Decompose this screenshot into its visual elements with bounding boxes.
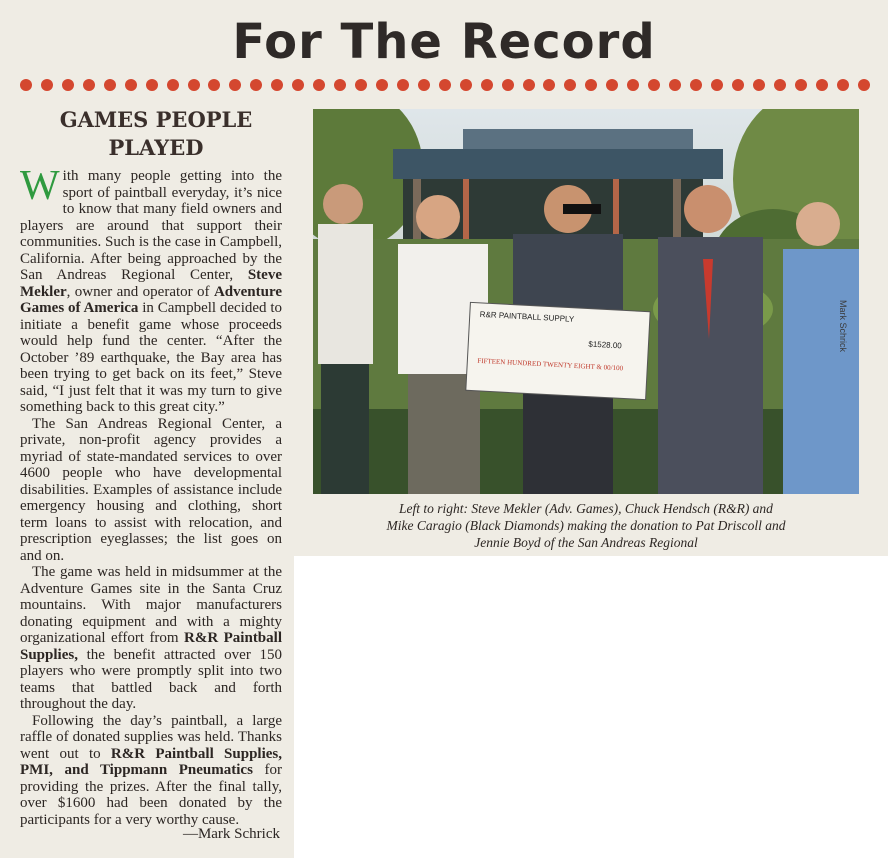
photo-illustration	[313, 109, 859, 494]
body-text: The game was held in midsummer at the Adventure Games site in the Santa Cruz mountains. With major manufacturers donating equipment and with a mighty organizational effort from	[20, 564, 282, 646]
divider-dot	[125, 79, 137, 91]
divider-dot	[397, 79, 409, 91]
headline-line-1: GAMES PEOPLE	[59, 107, 253, 132]
body-text: , owner and operator of	[66, 283, 214, 300]
divider-dot	[292, 79, 304, 91]
divider-dot	[41, 79, 53, 91]
divider-dot	[460, 79, 472, 91]
divider-dot	[711, 79, 723, 91]
bold-text: R&R Paintball Supplies,	[20, 630, 282, 663]
group-photo	[313, 109, 859, 494]
drop-cap: W	[20, 163, 60, 209]
divider-dot	[208, 79, 220, 91]
divider-dot	[606, 79, 618, 91]
paragraph-1	[20, 163, 282, 416]
body-text: the benefit attracted over 150 players who were promptly split into two teams that battled back and forth throughout the day.	[20, 646, 282, 712]
bold-text: Adventure Games of America	[20, 283, 282, 316]
paragraph-2	[20, 416, 282, 565]
body-text: ith many people getting into the sport of paintball everyday, it’s nice to know that many field owners and players are around that support their communities. Such is the case in Campbell, California. After being approached by the San Andreas Regional Center,	[20, 168, 282, 283]
blank-area	[294, 556, 888, 858]
divider-dot	[167, 79, 179, 91]
divider-dot	[837, 79, 849, 91]
body-text: Following the day’s paintball, a large raffle of donated supplies was held. Thanks went out to	[20, 712, 282, 762]
section-title: For The Record	[232, 14, 656, 70]
divider-dot	[188, 79, 200, 91]
divider-dot	[250, 79, 262, 91]
divider-dot	[20, 79, 32, 91]
divider-dot	[795, 79, 807, 91]
paragraph-3	[20, 564, 282, 713]
divider-dot	[481, 79, 493, 91]
divider-dot	[690, 79, 702, 91]
bold-text: Steve Mekler	[20, 267, 282, 300]
divider-dot	[104, 79, 116, 91]
body-text: for providing the prizes. After the final tally, over $1600 had been donated by the participants for a very worthy cause.	[20, 762, 282, 828]
divider-dot	[146, 79, 158, 91]
caption-line: Jennie Boyd of the San Andreas Regional	[474, 535, 698, 550]
author-signature: —Mark Schrick	[182, 826, 280, 842]
divider-dot	[271, 79, 283, 91]
divider-dot	[83, 79, 95, 91]
divider-dot	[585, 79, 597, 91]
article-headline	[20, 106, 292, 162]
divider-dot	[355, 79, 367, 91]
divider-dot	[627, 79, 639, 91]
divider-dot	[753, 79, 765, 91]
article-body	[20, 163, 282, 828]
divider-dot	[858, 79, 870, 91]
check-payee: R&R PAINTBALL SUPPLY	[479, 309, 575, 324]
divider-dot	[376, 79, 388, 91]
divider-dot	[732, 79, 744, 91]
caption-line: Left to right: Steve Mekler (Adv. Games), Chuck Hendsch (R&R) and	[399, 501, 773, 516]
caption-line: Mike Caragio (Black Diamonds) making the donation to Pat Driscoll and	[386, 518, 786, 533]
divider-dot	[669, 79, 681, 91]
headline-line-2: PLAYED	[108, 135, 204, 160]
photo-caption	[316, 500, 856, 551]
body-text: in Campbell decided to initiate a benefit game whose proceeds would help fund the center. “After the October ’89 earthquake, the Bay area has been trying to get back on its feet,” Steve said, “I just felt that it was my turn to give something back to this great city.”	[20, 300, 282, 415]
divider-dot	[648, 79, 660, 91]
bold-text: R&R Paintball Supplies, PMI, and Tippmann Pneumatics	[20, 745, 282, 778]
paragraph-4	[20, 713, 282, 829]
check-written-amount: FIFTEEN HUNDRED TWENTY EIGHT & 00/100	[477, 356, 624, 373]
divider-dot	[334, 79, 346, 91]
divider-dot	[774, 79, 786, 91]
divider-dot	[816, 79, 828, 91]
divider-dot	[313, 79, 325, 91]
divider-dot	[543, 79, 555, 91]
dotted-divider	[20, 79, 870, 91]
divider-dot	[523, 79, 535, 91]
body-text: The San Andreas Regional Center, a private, non-profit agency provides a myriad of state-mandated services to over 4600 people who have developmental disabilities. Examples of assistance include emergency housing and clothing, short term loans to assist with relocation, and prescription eyeglasses; the list goes on and on.	[20, 415, 282, 564]
divider-dot	[502, 79, 514, 91]
photo-credit: Mark Schrick	[838, 300, 848, 353]
check-amount: $1528.00	[588, 339, 622, 351]
divider-dot	[564, 79, 576, 91]
divider-dot	[418, 79, 430, 91]
divider-dot	[62, 79, 74, 91]
divider-dot	[439, 79, 451, 91]
divider-dot	[229, 79, 241, 91]
